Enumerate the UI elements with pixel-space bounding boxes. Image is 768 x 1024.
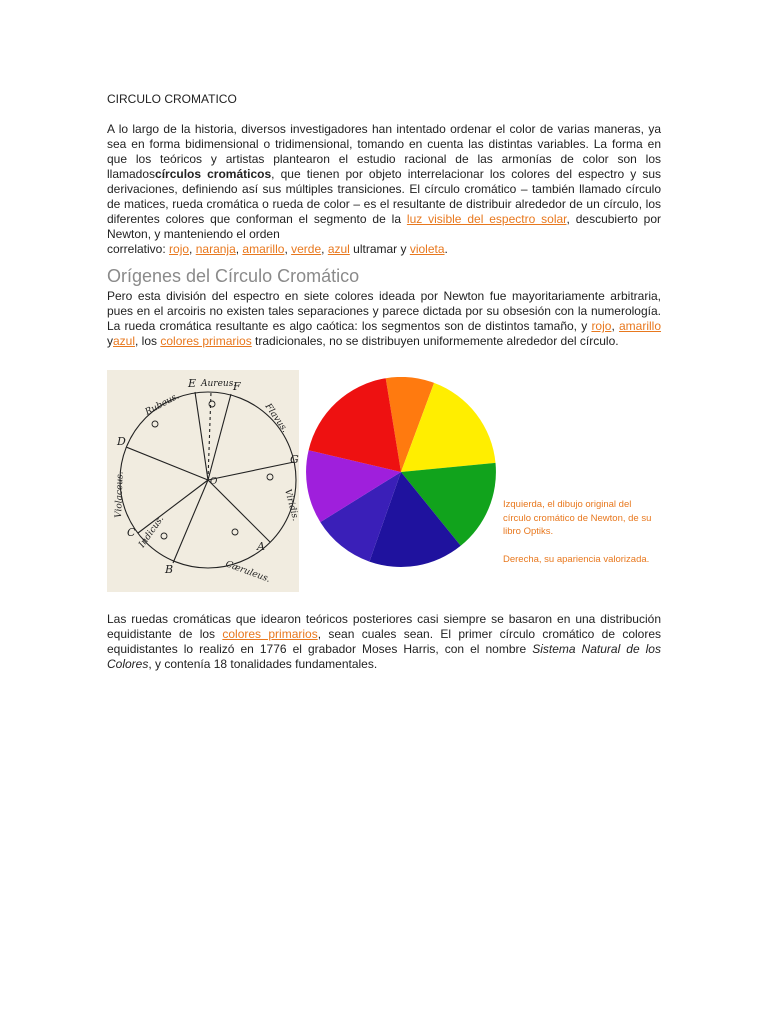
sketch-line [138,480,208,533]
link-spectrum[interactable]: luz visible del espectro solar [406,212,567,226]
color-wheel [306,377,496,567]
text-run: y [107,334,113,348]
link-amarillo[interactable]: amarillo [242,242,285,256]
link-rojo-2[interactable]: rojo [591,319,612,333]
figure-newton-wheels [107,370,661,592]
sketch-dot [209,401,215,407]
sketch-letter: B [165,563,174,576]
text-run: , descubierto por Newton, y manteniendo el orden [107,212,661,241]
sketch-dot [267,474,273,480]
sketch-label-yellow: Flavus. [262,401,290,435]
text-run: , y contenía 18 tonalidades fundamentales. [148,657,378,671]
sketch-letter: C [127,526,136,539]
sketch-dot [161,533,167,539]
newton-sketch-image [107,370,299,592]
bold-term: círculos cromáticos [155,167,272,181]
link-verde[interactable]: verde [291,242,322,256]
document-heading: CIRCULO CROMATICO [107,92,237,106]
sketch-letter: F [233,380,241,393]
text-run: tradicionales, no se distribuyen uniformemente alrededor del círculo. [251,334,619,348]
link-azul-2[interactable]: azul [113,334,136,348]
section-title: Orígenes del Círculo Cromático [107,266,360,286]
sketch-letter: E [188,377,197,390]
link-amarillo-2[interactable]: amarillo [619,319,662,333]
caption-left: Izquierda, el dibujo original del círculo cromático de Newton, de su libro Optiks. [503,499,652,537]
link-colores-primarios[interactable]: colores primarios [160,334,252,348]
origins-paragraph: Pero esta división del espectro en siete colores ideada por Newton fue mayoritariamente arbitraria, pues en el arcoiris no existen tales separaciones y parece dictada por su obsesión con la numerología. La rueda cromática resultante es algo caótica: los segmentos son de distintos tamaño, y rojo, amarillo yazul, los colores primarios tradicionales, no se distribuyen uniformemente alrededor del círculo. [107,289,662,348]
link-colores-primarios-2[interactable]: colores primarios [222,627,318,641]
text-run: . [444,242,448,256]
text-run: Pero esta división del espectro en siete colores ideada por Newton fue mayoritariamente arbitraria, pues en el arcoiris no existen tales separaciones y parece dictada por su obsesión con la numerología. La rueda cromática resultante es algo caótica: los segmentos son de distintos tamaño, y [107,289,661,333]
link-azul[interactable]: azul [327,242,350,256]
sketch-label-orange: Aureus. [201,379,237,389]
caption-right: Derecha, su apariencia valorizada. [503,553,650,565]
document-body [107,92,661,672]
sketch-label-red: Rubeus. [143,391,182,418]
sketch-letter: A [257,540,265,553]
text-run: ultramar y [349,242,410,256]
newton-sketch-drawing [107,370,299,592]
sketch-label-green: Viridis. [282,488,299,523]
sketch-line [195,392,208,480]
link-rojo[interactable]: rojo [169,242,190,256]
sketch-letter: O [210,477,218,487]
sketch-letter: D [117,435,126,448]
later-wheels-paragraph [107,612,661,672]
intro-paragraph-end: correlativo: rojo, naranja, amarillo, verde, azul ultramar y violeta. [107,242,448,256]
figure-caption [503,498,653,566]
link-naranja[interactable]: naranja [195,242,236,256]
text-run: A lo largo de la historia, diversos investigadores han intentado ordenar el color de varias maneras, ya sea en forma bidimensional o tridimensional, tomando en cuenta las distintas variables. La forma en que los teóricos y artistas plantearon el estudio racional de las armonías de color son los llamados [107,122,661,181]
text-run: , sean cuales sean. El primer círculo cromático de colores equidistantes lo realizó en 1776 el grabador Moses Harris, con el nombre [107,627,662,656]
text-run: Las ruedas cromáticas que idearon teóricos posteriores casi siempre se basaron en una distribución equidistante de los [107,612,661,641]
text-run: , que tienen por objeto interrelacionar los colores del espectro y sus derivaciones, definiendo así sus múltiples transiciones. El círculo cromático – también llamado círculo de matices, rueda cromática o rueda de color – es el resultante de distribuir alrededor de un círculo, los diferentes colores que conforman el segmento de la [107,167,661,226]
sketch-label-indigo: Indicus. [137,514,167,550]
sketch-line [126,447,208,480]
italic-title: Sistema Natural de los Colores [107,642,661,671]
link-violeta[interactable]: violeta [409,242,445,256]
sketch-line [208,480,270,542]
sketch-line [173,480,208,563]
sketch-dot [152,421,158,427]
sketch-label-blue: Cæruleus. [223,559,272,585]
intro-paragraph [107,122,661,242]
sketch-letter: G [290,453,299,466]
sketch-line [208,462,294,480]
text-run: correlativo: [107,242,170,256]
sketch-dot [232,529,238,535]
text-run: , los [135,334,161,348]
sketch-label-violet: Violaceus. [114,471,126,519]
